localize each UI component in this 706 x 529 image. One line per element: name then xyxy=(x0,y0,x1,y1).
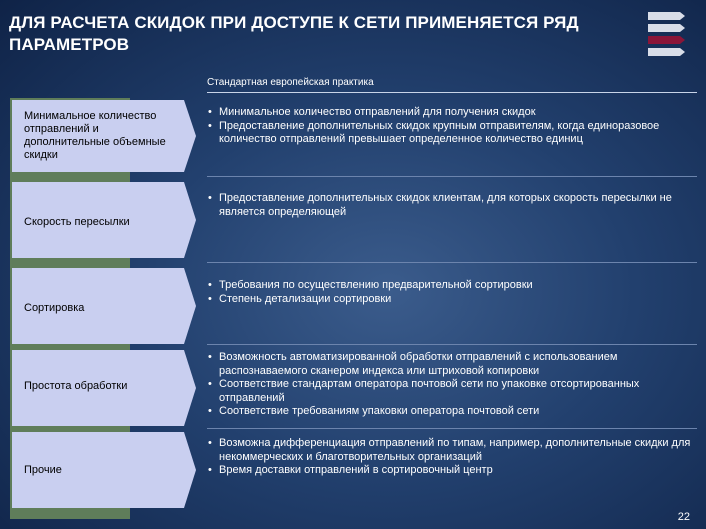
bullet-item: • Возможность автоматизированной обработки отправлений с использованием распознаваемого сканером индекса или штриховой копировки xyxy=(219,351,699,378)
company-logo-icon xyxy=(648,10,686,58)
parameter-chevron-5 xyxy=(12,432,196,508)
row-divider xyxy=(207,262,697,263)
bullet-item: • Требования по осуществлению предварительной сортировки xyxy=(219,279,699,293)
parameter-chevron-1 xyxy=(12,100,196,172)
bullet-item: • Минимальное количество отправлений для получения скидок xyxy=(219,106,699,120)
bullet-item: • Предоставление дополнительных скидок крупным отправителям, когда единоразовое количество отправлений превышает определенное количество единиц xyxy=(219,120,699,147)
row-bullets-3 xyxy=(207,279,699,306)
bullet-item: • Соответствие требованиям упаковки оператора почтовой сети xyxy=(219,405,699,419)
page-number: 22 xyxy=(677,511,690,523)
parameter-label: Сортировка xyxy=(24,302,85,314)
parameter-label: Простота обработки xyxy=(24,380,128,392)
bullet-item: • Время доставки отправлений в сортировочный центр xyxy=(219,464,699,478)
row-divider xyxy=(207,176,697,177)
header-divider xyxy=(207,92,697,93)
parameter-chevron-3 xyxy=(12,268,196,344)
row-divider xyxy=(207,428,697,429)
row-bullets-5 xyxy=(207,437,699,478)
page-title-line-2: ПАРАМЕТРОВ xyxy=(9,35,130,54)
bullet-item: • Возможна дифференциация отправлений по типам, например, дополнительные скидки для некоммерческих и благотворительных организаций xyxy=(219,437,699,464)
parameter-label: Скорость пересылки xyxy=(24,216,130,228)
page-title-line-1: ДЛЯ РАСЧЕТА СКИДОК ПРИ ДОСТУПЕ К СЕТИ ПРИМЕНЯЕТСЯ РЯД xyxy=(9,13,579,32)
parameter-label: Минимальное количество отправлений и дополнительные объемные скидки xyxy=(24,110,166,161)
page-title xyxy=(9,12,639,56)
bullet-item: • Соответствие стандартам оператора почтовой сети по упаковке отсортированных отправлений xyxy=(219,378,699,405)
parameter-label: Прочие xyxy=(24,464,62,476)
bullet-item: • Степень детализации сортировки xyxy=(219,293,699,307)
parameter-chevron-2 xyxy=(12,182,196,258)
column-header: Стандартная европейская практика xyxy=(207,77,374,88)
row-divider xyxy=(207,344,697,345)
row-bullets-2 xyxy=(207,192,699,219)
row-bullets-4 xyxy=(207,351,699,419)
bullet-item: • Предоставление дополнительных скидок клиентам, для которых скорость пересылки не является определяющей xyxy=(219,192,699,219)
parameter-chevron-4 xyxy=(12,350,196,426)
row-bullets-1 xyxy=(207,106,699,147)
